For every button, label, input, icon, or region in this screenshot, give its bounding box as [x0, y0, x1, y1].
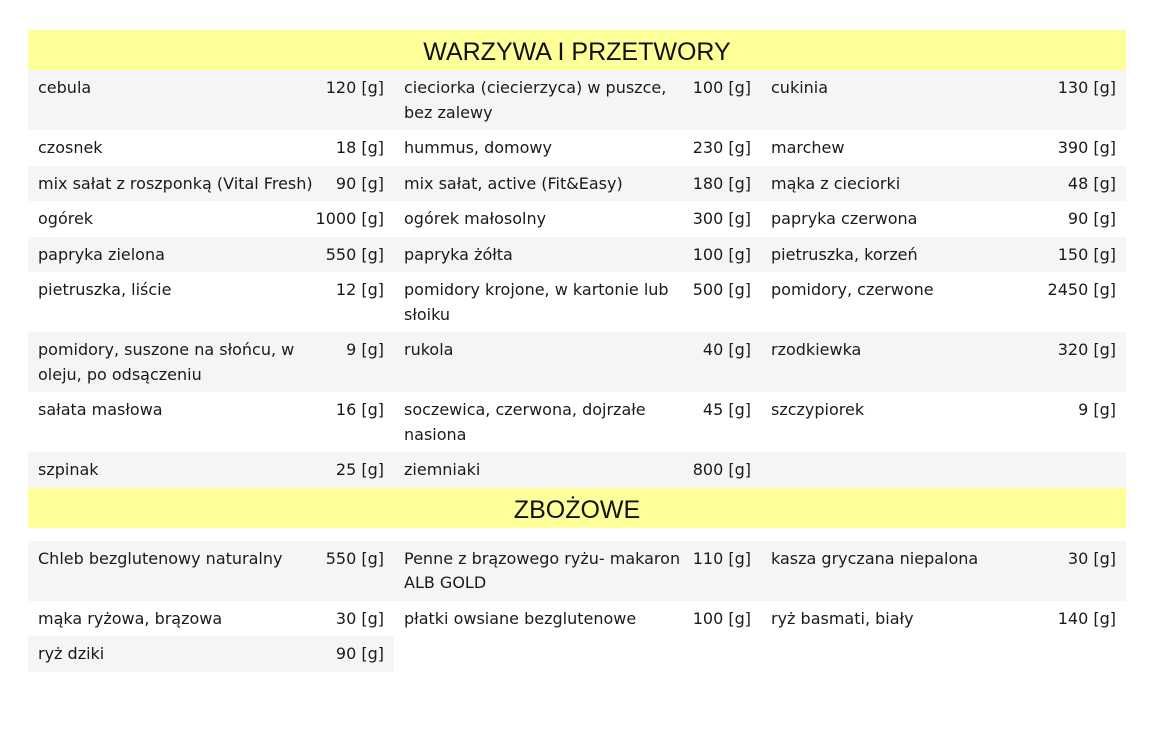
item-name: pomidory krojone, w kartonie lub słoiku [404, 280, 669, 324]
item-quantity: 110 [g] [692, 548, 751, 568]
list-item [761, 272, 1126, 332]
list-item [28, 636, 394, 672]
item-quantity: 180 [g] [692, 173, 751, 193]
item-name: pietruszka, liście [38, 280, 172, 299]
list-item [394, 541, 761, 601]
item-name: sałata masłowa [38, 400, 163, 419]
list-item [28, 237, 394, 273]
list-item [28, 130, 394, 166]
item-quantity: 300 [g] [692, 209, 751, 228]
section-title: WARZYWA I PRZETWORY [28, 30, 1126, 70]
list-item [394, 392, 761, 452]
item-name: ogórek małosolny [404, 209, 547, 228]
list-item [394, 272, 761, 332]
item-name: mąka z cieciorki [771, 173, 901, 193]
list-item [761, 541, 1126, 601]
list-item [761, 601, 1126, 637]
list-item [28, 541, 394, 601]
item-quantity: 18 [g] [335, 138, 384, 157]
item-name: ryż dziki [38, 644, 105, 663]
item-name: papryka zielona [38, 244, 165, 264]
item-quantity: 45 [g] [702, 400, 751, 419]
item-quantity: 12 [g] [335, 280, 384, 299]
list-item [761, 201, 1126, 237]
item-name: cieciorka (ciecierzyca) w puszce, bez zalewy [404, 78, 667, 122]
item-name: soczewica, czerwona, dojrzałe nasiona [404, 400, 646, 444]
item-name: marchew [771, 138, 845, 157]
item-name: hummus, domowy [404, 138, 552, 157]
list-item [28, 166, 394, 202]
list-item [28, 201, 394, 237]
item-quantity: 90 [g] [1067, 209, 1116, 228]
list-item [761, 130, 1126, 166]
item-name: płatki owsiane bezglutenowe [404, 608, 637, 628]
list-item [761, 237, 1126, 273]
list-item [28, 70, 394, 130]
item-quantity: 100 [g] [692, 78, 751, 97]
item-quantity: 500 [g] [692, 280, 751, 299]
list-item [761, 166, 1126, 202]
item-quantity: 25 [g] [335, 460, 384, 479]
items-grid [28, 70, 1126, 488]
item-name: ziemniaki [404, 460, 481, 479]
list-item [394, 70, 761, 130]
item-quantity: 90 [g] [335, 173, 384, 193]
list-item [761, 452, 1126, 488]
item-name: cukinia [771, 78, 829, 97]
item-quantity: 90 [g] [335, 644, 384, 663]
list-item [394, 452, 761, 488]
item-quantity: 550 [g] [325, 244, 384, 264]
list-item [28, 332, 394, 392]
item-quantity: 48 [g] [1067, 173, 1116, 193]
list-item [394, 130, 761, 166]
item-quantity: 550 [g] [325, 548, 384, 568]
item-name: ogórek [38, 209, 94, 228]
item-quantity: 30 [g] [335, 608, 384, 628]
list-item [28, 392, 394, 452]
list-item [394, 201, 761, 237]
item-name: kasza gryczana niepalona [771, 548, 979, 568]
list-item [394, 332, 761, 392]
item-name: szpinak [38, 460, 99, 479]
item-name: mąka ryżowa, brązowa [38, 608, 223, 628]
shopping-list [28, 30, 1126, 672]
item-quantity: 40 [g] [702, 340, 751, 359]
item-name: ryż basmati, biały [771, 608, 914, 628]
item-name: mix sałat z roszponką (Vital Fresh) [38, 173, 313, 193]
item-quantity: 100 [g] [692, 244, 751, 264]
item-quantity: 230 [g] [692, 138, 751, 157]
item-quantity: 140 [g] [1057, 608, 1116, 628]
item-name: szczypiorek [771, 400, 865, 419]
item-name: Penne z brązowego ryżu- makaron ALB GOLD [404, 548, 681, 592]
item-name: mix sałat, active (Fit&Easy) [404, 173, 623, 193]
item-name: rukola [404, 340, 454, 359]
list-item [761, 392, 1126, 452]
list-item [761, 70, 1126, 130]
item-name: papryka czerwona [771, 209, 918, 228]
section-zbozowe [28, 488, 1126, 672]
item-name: papryka żółta [404, 244, 513, 264]
section-title: ZBOŻOWE [28, 488, 1126, 528]
list-item [394, 601, 761, 637]
list-item [28, 601, 394, 637]
item-quantity: 9 [g] [346, 340, 384, 359]
item-quantity: 120 [g] [325, 78, 384, 97]
item-quantity: 390 [g] [1057, 138, 1116, 157]
item-quantity: 130 [g] [1057, 78, 1116, 97]
item-quantity: 1000 [g] [315, 209, 384, 228]
item-quantity: 2450 [g] [1047, 280, 1116, 299]
item-quantity: 100 [g] [692, 608, 751, 628]
section-warzywa [28, 30, 1126, 488]
item-quantity: 800 [g] [692, 460, 751, 479]
item-quantity: 30 [g] [1067, 548, 1116, 568]
item-name: Chleb bezglutenowy naturalny [38, 548, 283, 568]
item-name: cebula [38, 78, 92, 97]
item-quantity: 320 [g] [1057, 340, 1116, 359]
item-quantity: 150 [g] [1057, 244, 1116, 264]
item-name: rzodkiewka [771, 340, 862, 359]
item-quantity: 9 [g] [1078, 400, 1116, 419]
items-grid [28, 541, 1126, 672]
list-item [394, 166, 761, 202]
list-item [28, 272, 394, 332]
item-name: pomidory, suszone na słońcu, w oleju, po odsączeniu [38, 340, 295, 384]
item-quantity: 16 [g] [335, 400, 384, 419]
item-name: czosnek [38, 138, 103, 157]
item-name: pietruszka, korzeń [771, 244, 918, 264]
list-item [761, 332, 1126, 392]
section-spacer [28, 528, 1126, 541]
item-name: pomidory, czerwone [771, 280, 934, 299]
list-item [28, 452, 394, 488]
list-item [394, 237, 761, 273]
